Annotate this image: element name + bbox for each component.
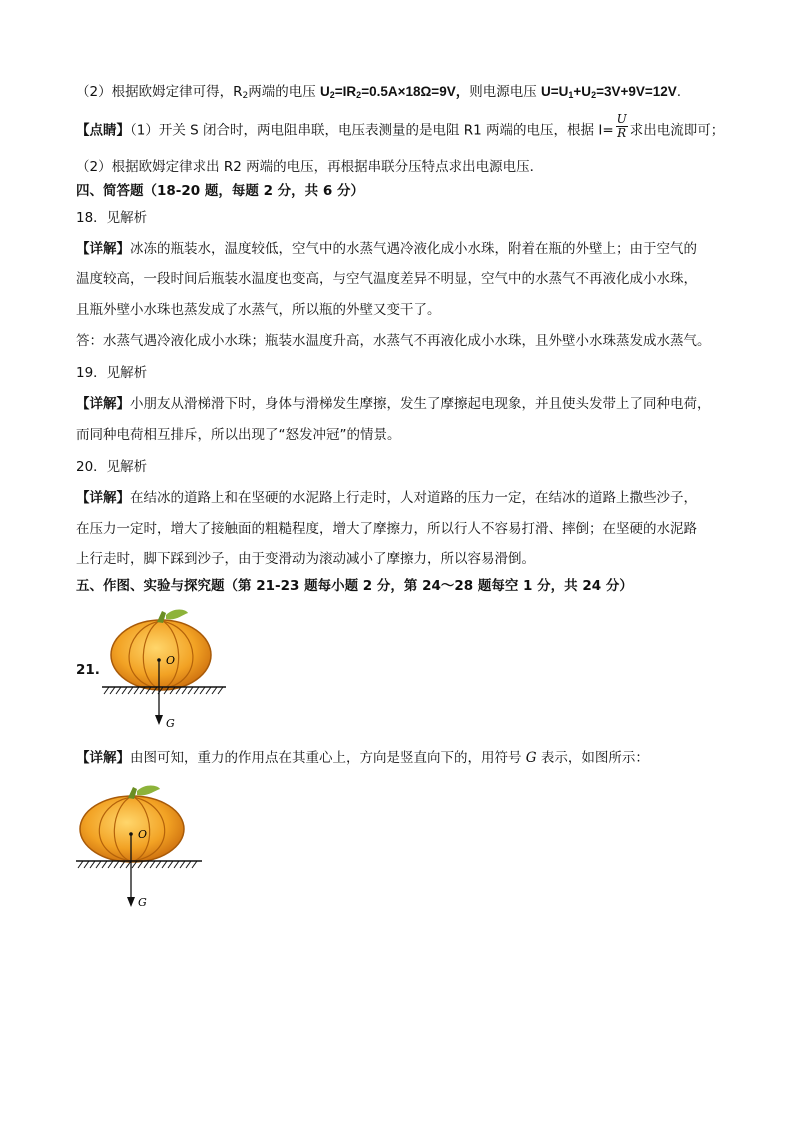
subscript: 2	[242, 91, 249, 101]
dianjing-line-2: （2）根据欧姆定律求出 R2 两端的电压，再根据串联分压特点求出电源电压．	[76, 159, 544, 175]
text: （2）根据欧姆定律可得，R	[76, 84, 243, 100]
q19-detail-line-1: 【详解】小朋友从滑梯滑下时，身体与滑梯发生摩擦，发生了摩擦起电现象，并且使头发带上了同种电荷，	[76, 396, 711, 412]
center-label: O	[138, 828, 148, 841]
q19-number: 19．见解析	[76, 365, 148, 381]
q20-number: 20．见解析	[76, 459, 148, 475]
q19-detail-line-2: 而同种电荷相互排斥，所以出现了“怒发冲冠”的情景。	[76, 427, 401, 443]
fraction-u-over-r: $\frac{U}{R}$	[616, 112, 627, 140]
formula-u2: $U_2=IR_2=0.5A\times 18\Omega=9V$，	[320, 84, 470, 100]
section-heading-4: 四、简答题（18-20 题，每题 2 分，共 6 分）	[76, 183, 364, 199]
text: 两端的电压	[248, 84, 321, 100]
q18-detail-line-3: 且瓶外壁小水珠也蒸发成了水蒸气，所以瓶的外壁又变干了。	[76, 302, 441, 318]
pumpkin-gravity-figure-2	[74, 781, 208, 911]
q18-detail-line-2: 温度较高，一段时间后瓶装水温度也变高，与空气温度差异不明显，空气中的水蒸气不再液化成小水珠，	[76, 271, 697, 287]
text: .	[676, 84, 682, 100]
detail-tag: 【详解】	[76, 241, 130, 257]
text: 求出电流即可；	[629, 122, 725, 139]
solution-part2-line	[76, 83, 681, 105]
q18-answer: 答：水蒸气遇冷液化成小水珠；瓶装水温度升高，水蒸气不再液化成小水珠，且外壁小水珠蒸发成水蒸气。	[76, 333, 711, 349]
gravity-label: G	[138, 896, 147, 909]
q20-detail-line-2: 在压力一定时，增大了接触面的粗糙程度，增大了摩擦力，所以行人不容易打滑、摔倒；在坚硬的水泥路	[76, 521, 697, 537]
q20-detail-line-1: 【详解】在结冰的道路上和在坚硬的水泥路上行走时，人对道路的压力一定，在结冰的道路上撒些沙子，	[76, 490, 697, 506]
pumpkin-gravity-figure-1	[100, 605, 230, 730]
formula-u: $U=U_1+U_2=3V+9V=12V$	[541, 84, 677, 100]
dianjing-line-1	[76, 112, 725, 140]
q21-number: 21.	[76, 662, 100, 678]
detail-tag: 【详解】	[76, 396, 130, 412]
gravity-label: G	[166, 717, 175, 730]
pumpkin-icon	[80, 786, 184, 863]
text: 则电源电压	[469, 84, 542, 100]
q20-detail-line-3: 上行走时，脚下踩到沙子，由于变滑动为滚动减小了摩擦力，所以容易滑倒。	[76, 551, 535, 567]
detail-tag: 【详解】	[76, 750, 130, 766]
text: （1）开关 S 闭合时，两电阻串联，电压表测量的是电阻 R1 两端的电压，根据 I=	[130, 122, 614, 139]
dianjing-tag: 【点睛】	[76, 122, 130, 139]
q18-number: 18．见解析	[76, 210, 148, 226]
q18-detail-line-1: 【详解】冰冻的瓶装水，温度较低，空气中的水蒸气遇冷液化成小水珠，附着在瓶的外壁上；由于空气的	[76, 241, 697, 257]
detail-tag: 【详解】	[76, 490, 130, 506]
pumpkin-icon	[111, 610, 211, 691]
q21-detail-line: 【详解】由图可知，重力的作用点在其重心上，方向是竖直向下的，用符号 G 表示，如图所示：	[76, 750, 649, 766]
section-heading-5: 五、作图、实验与探究题（第 21-23 题每小题 2 分，第 24～28 题每空 1 分，共 24 分）	[76, 578, 633, 594]
center-label: O	[166, 654, 176, 667]
